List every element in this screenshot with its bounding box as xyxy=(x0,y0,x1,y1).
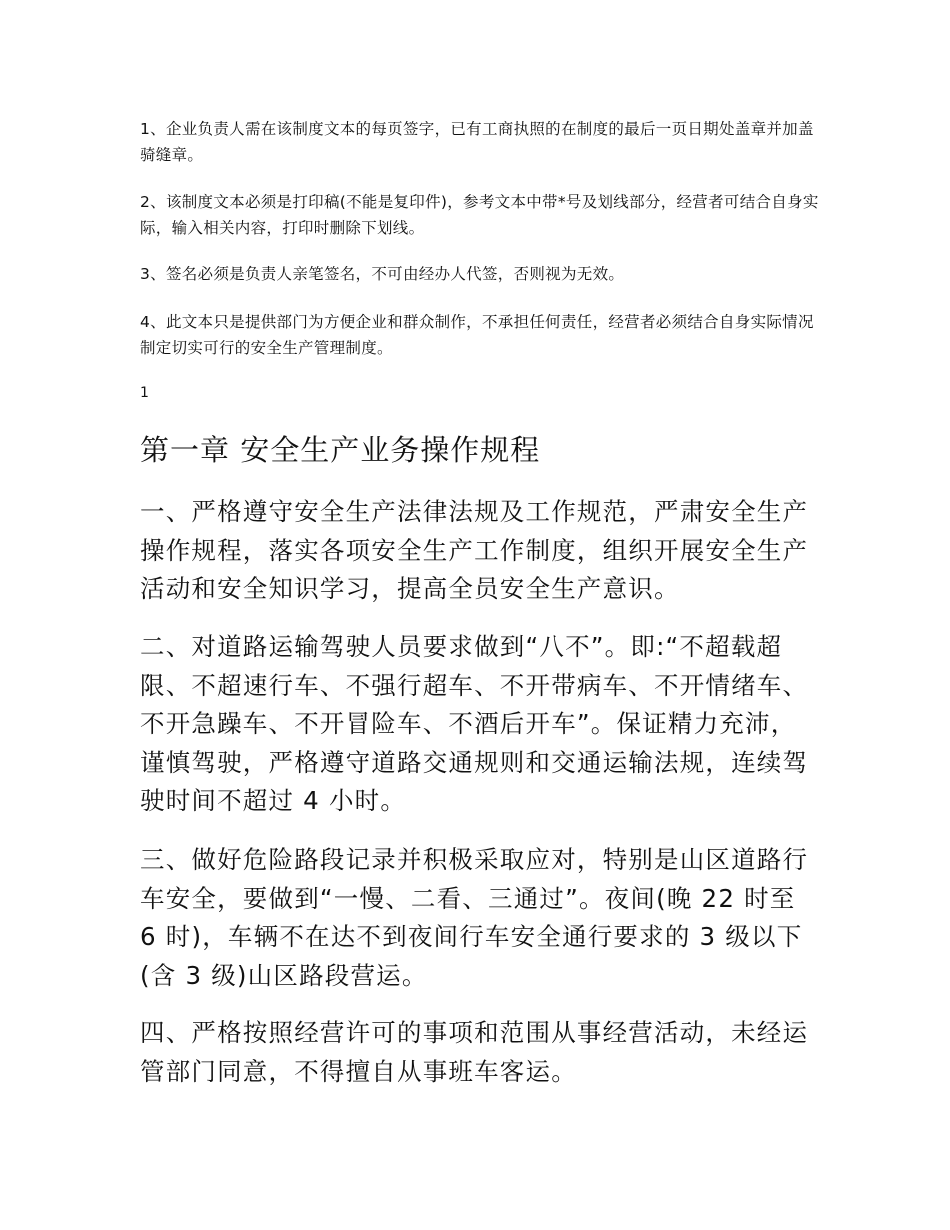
instruction-note-1: 1、企业负责人需在该制度文本的每页签字，已有工商执照的在制度的最后一页日期处盖章并加盖骑缝章。 xyxy=(140,120,814,164)
chapter-title: 第一章 安全生产业务操作规程 xyxy=(140,433,541,467)
instruction-note-3: 3、签名必须是负责人亲笔签名，不可由经办人代签，否则视为无效。 xyxy=(140,265,625,283)
clause-3: 三、做好危险路段记录并积极采取应对，特别是山区道路行车安全，要做到“一慢、二看、三通过”。夜间(晚 22 时至 6 时)，车辆不在达不到夜间行车安全通行要求的 3 级以下(含 3 级)山区路段营运。 xyxy=(140,845,809,990)
instruction-note-4: 4、此文本只是提供部门为方便企业和群众制作，不承担任何责任，经营者必须结合自身实际情况制定切实可行的安全生产管理制度。 xyxy=(140,313,814,357)
page-number: 1 xyxy=(140,385,149,401)
clause-2: 二、对道路运输驾驶人员要求做到“八不”。即:“不超载超限、不超速行车、不强行超车、不开带病车、不开情绪车、不开急躁车、不开冒险车、不酒后开车”。保证精力充沛，谨慎驾驶，严格遵守道路交通规则和交通运输法规，连续驾驶时间不超过 4 小时。 xyxy=(140,632,809,815)
clause-1: 一、严格遵守安全生产法律法规及工作规范，严肃安全生产操作规程，落实各项安全生产工作制度，组织开展安全生产活动和安全知识学习，提高全员安全生产意识。 xyxy=(140,497,809,603)
instruction-note-2: 2、该制度文本必须是打印稿(不能是复印件)，参考文本中带*号及划线部分，经营者可结合自身实际，输入相关内容，打印时删除下划线。 xyxy=(140,193,819,237)
clause-4: 四、严格按照经营许可的事项和范围从事经营活动，未经运管部门同意，不得擅自从事班车客运。 xyxy=(140,1018,809,1086)
